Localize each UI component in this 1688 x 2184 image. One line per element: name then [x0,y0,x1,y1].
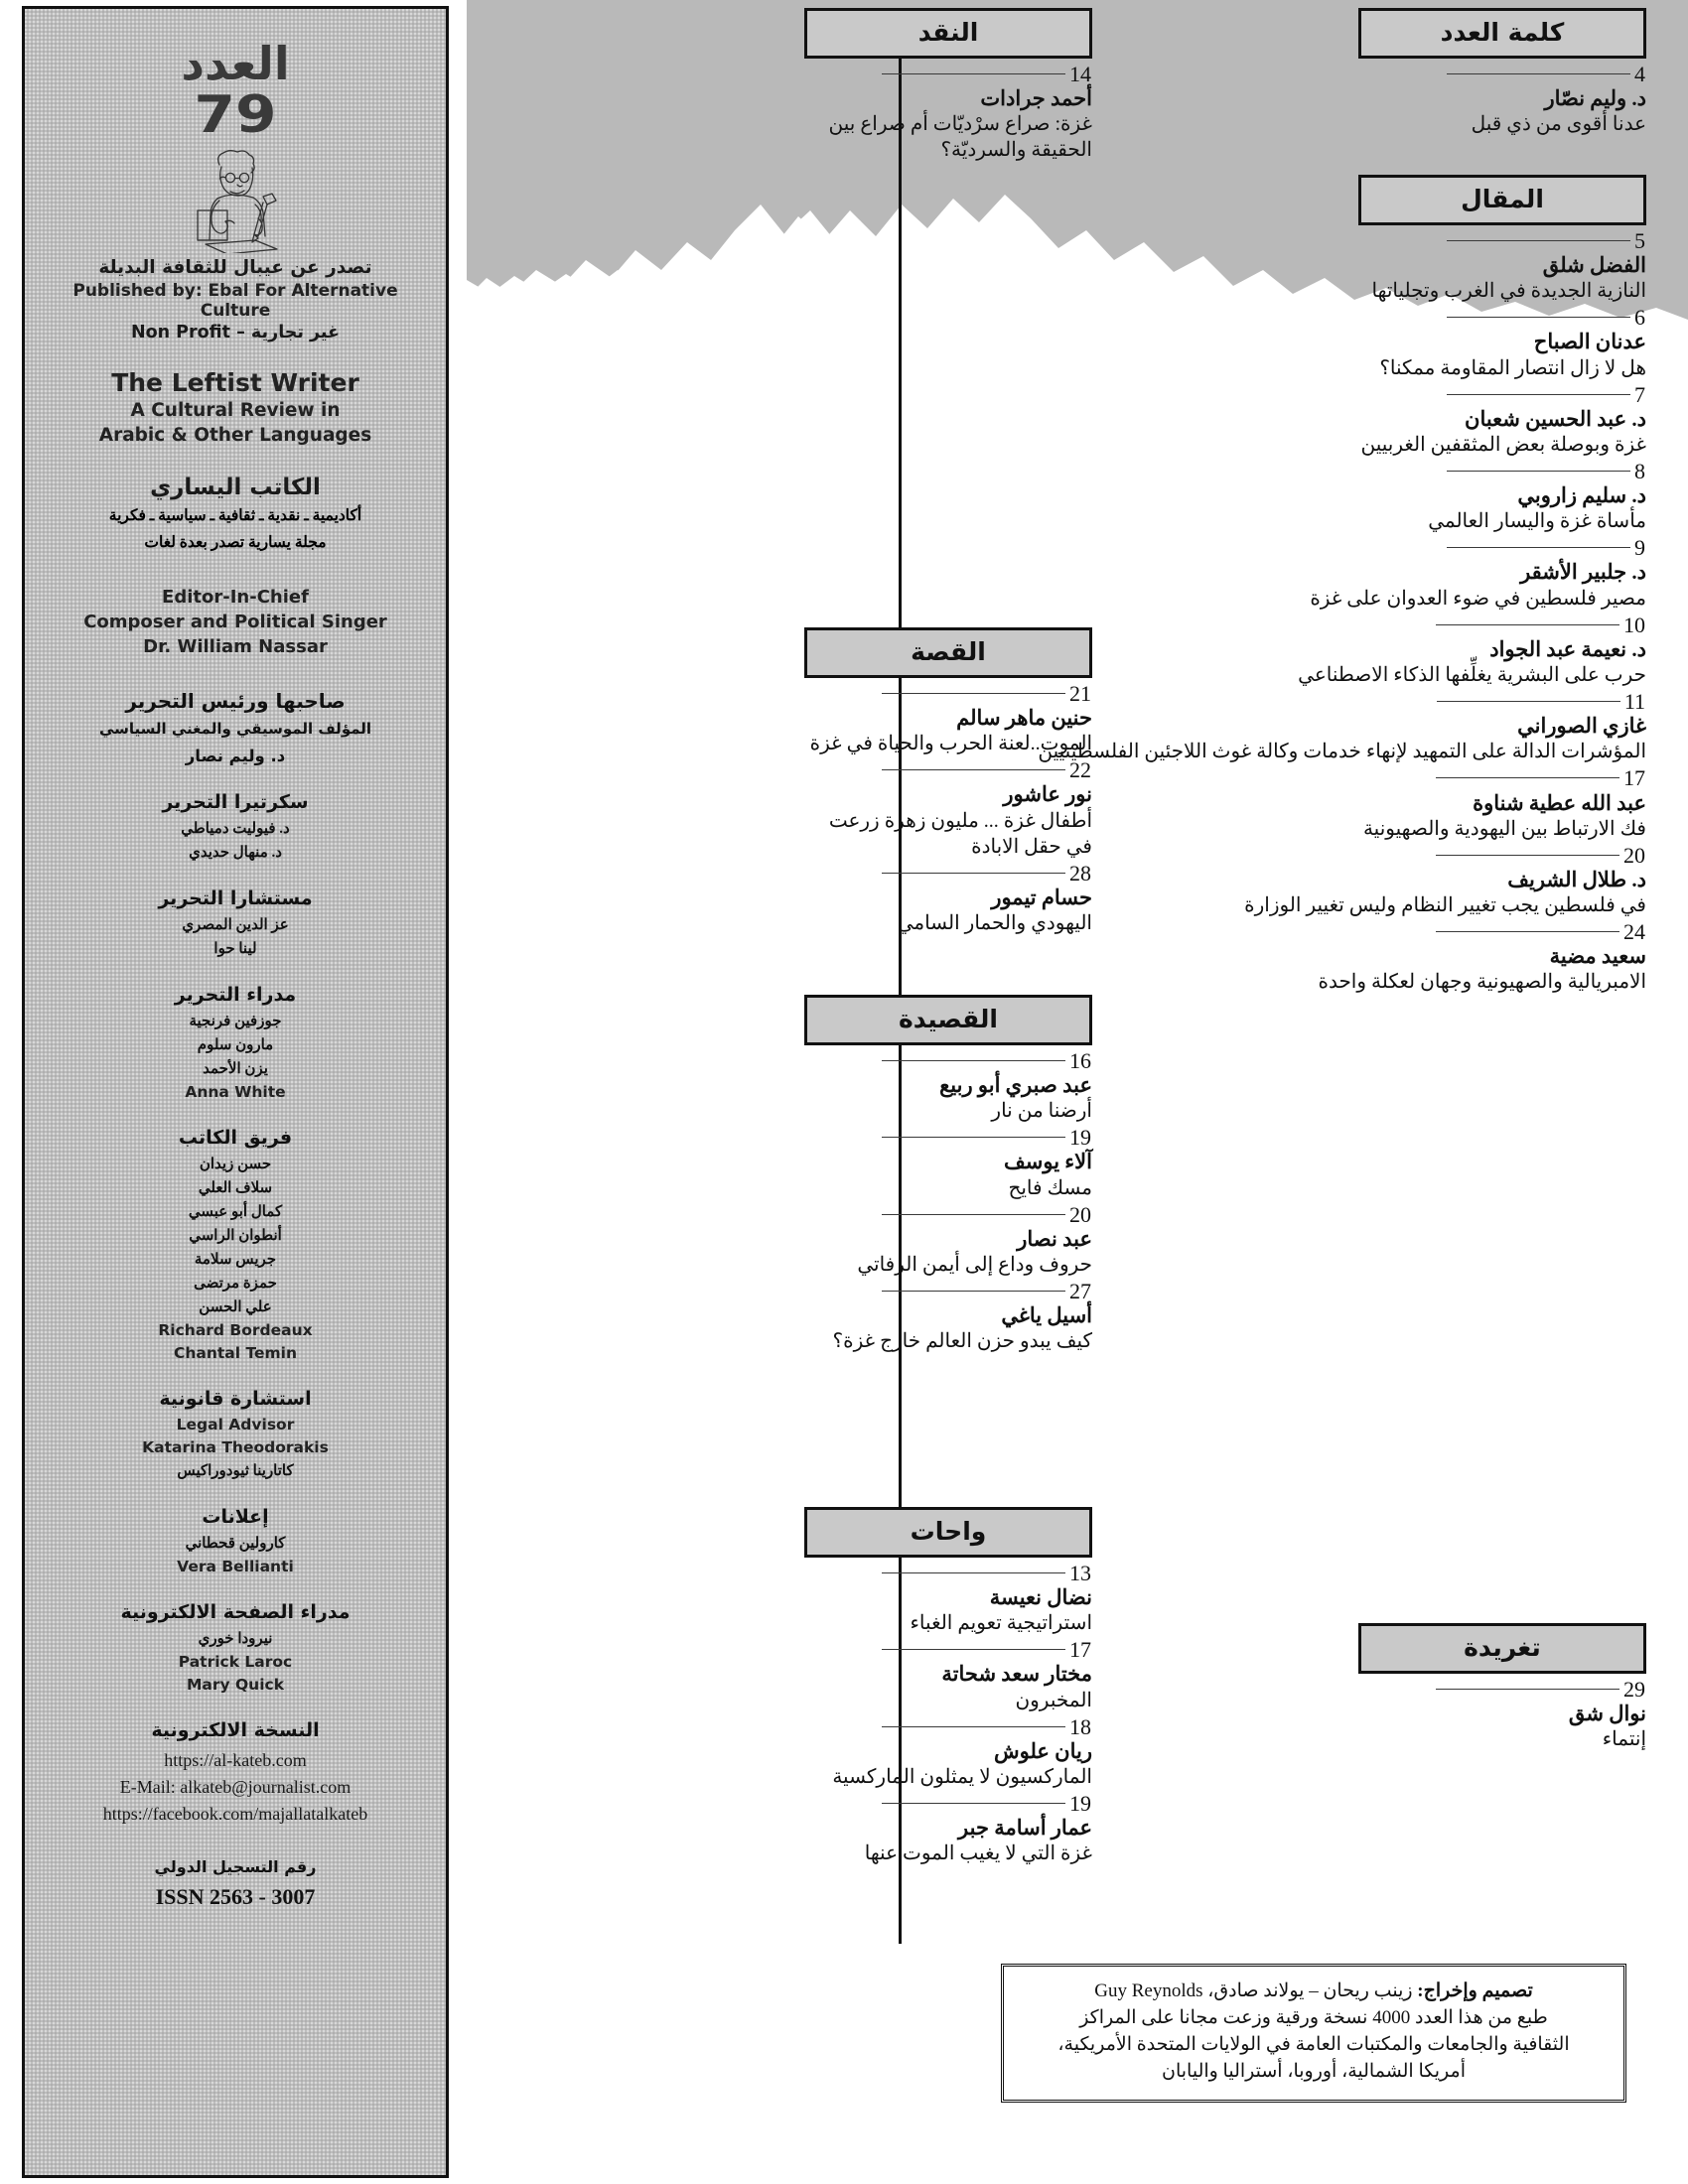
entry-rule-line [882,1726,1065,1727]
entry-title: الموت..لعنة الحرب والحياة في غزة [809,733,1092,755]
toc-section-taghrida [1358,1623,1646,1754]
entry-author: عبد صبري أبو ربيع [939,1073,1092,1098]
entry-rule-line [1447,317,1630,318]
entry-page-rule [892,460,1646,482]
staff-name: Richard Bordeaux [158,1321,313,1340]
staff-group-heading: إعلانات [202,1506,269,1529]
magazine-subtitle-arabic-2: مجلة يسارية تصدر بعدة لغات [144,534,327,552]
entry-author: عمار أسامة جبر [958,1816,1092,1841]
entry-title: المخبرون [1015,1689,1092,1711]
staff-name: مارون سلوم [197,1037,274,1054]
toc-entry[interactable] [804,1126,1092,1200]
entry-page-rule [804,63,1092,85]
entry-title: كيف يبدو حزن العالم خارج غزة؟ [832,1330,1092,1353]
magazine-title-arabic: الكاتب اليساري [150,474,321,500]
toc-entry[interactable] [804,1280,1092,1354]
entry-page-number: 10 [1623,612,1645,637]
entry-title: استراتيجية تعويم الغباء [910,1612,1092,1635]
toc-entry[interactable] [892,229,1646,304]
magazine-subtitle-english-2: Arabic & Other Languages [98,424,372,446]
entry-title: المؤشرات الدالة على التمهيد لإنهاء خدمات وكالة غوث اللاجئين الفلسطينيين [1038,741,1646,763]
entry-title: مسك فايح [1008,1176,1092,1199]
entry-author: غازي الصوراني [1517,714,1646,739]
credits-print-line-1: طبع من هذا العدد 4000 نسخة ورقية وزعت مجانا على المراكز [1079,2007,1548,2029]
entry-page-number: 20 [1069,1201,1091,1227]
entry-rule-line [1436,624,1619,625]
issue-number: 79 [194,85,277,145]
writer-illustration-icon [176,149,295,253]
credits-design-line [1020,1979,1608,2005]
entry-author: د. وليم نصّار [1544,86,1646,111]
staff-name: Anna White [185,1083,286,1102]
entry-rule-line [1436,777,1619,778]
entry-page-number: 17 [1069,1637,1091,1663]
entry-title: أرضنا من نار [991,1100,1092,1123]
owner-name-arabic: د. وليم نصار [185,747,286,766]
staff-name: سلاف العلي [198,1180,273,1197]
staff-name: Vera Bellianti [177,1558,294,1576]
staff-name: يزن الأحمد [203,1061,268,1078]
toc-entry[interactable] [804,862,1092,936]
entry-title: في فلسطين يجب تغيير النظام وليس تغيير الوزارة [1244,894,1646,917]
staff-name: لينا حوا [213,941,257,958]
toc-entry[interactable] [892,306,1646,380]
entry-author: أحمد جرادات [980,86,1092,111]
entry-author: عدنان الصباح [1533,330,1646,354]
toc-section-qissa [804,627,1092,938]
staff-name: د. منهال حديدي [189,845,282,862]
toc-entry[interactable] [804,1792,1092,1866]
toc-entry[interactable] [804,1049,1092,1124]
toc-section-wahat [804,1507,1092,1868]
toc-entry[interactable] [1358,1678,1646,1752]
entry-page-number: 28 [1069,860,1091,886]
masthead-sidebar [22,6,449,2178]
entry-page-rule [804,1280,1092,1302]
entry-author: أسيل ياغي [1001,1303,1092,1328]
entry-author: د. طلال الشريف [1507,867,1646,891]
entry-page-number: 20 [1623,842,1645,868]
entry-title: غزة: صراع سرْديّات أم صراع بين الحقيقة والسرديّة؟ [828,113,1092,162]
entry-rule-line [882,1803,1065,1804]
entry-page-number: 18 [1069,1713,1091,1739]
entry-rule-line [1436,931,1619,932]
toc-entry[interactable] [892,383,1646,458]
entry-title: أطفال غزة ... مليون زهرة زرعت في حقل الابادة [828,809,1092,858]
section-entries [804,1562,1092,1866]
entry-page-rule [804,682,1092,705]
staff-group [53,984,418,1101]
entry-author: مختار سعد شحاتة [941,1662,1092,1687]
entry-page-number: 8 [1634,459,1645,484]
staff-name: Katarina Theodorakis [142,1438,329,1457]
entry-rule-line [882,1060,1065,1061]
entry-page-rule [892,383,1646,406]
entry-author: حنين ماهر سالم [956,706,1092,731]
entry-title: حروف وداع إلى أيمن الرفاتي [857,1254,1092,1277]
email-address[interactable]: E-Mail: alkateb@journalist.com [119,1777,352,1798]
toc-section-qasida [804,995,1092,1356]
entry-author: د. سليم زاروبي [1517,483,1646,508]
entry-rule-line [882,1649,1065,1650]
entry-page-rule [804,862,1092,885]
entry-author: نضال نعيسة [989,1585,1092,1610]
website-url[interactable]: https://al-kateb.com [164,1750,307,1771]
section-title: كلمة العدد [1358,8,1646,59]
entry-rule-line [1436,855,1619,856]
staff-name: Patrick Laroc [178,1653,293,1672]
editor-role-secondary-label: Composer and Political Singer [83,611,387,632]
staff-name: جوزفين فرنجية [189,1014,282,1030]
entry-page-number: 19 [1069,1791,1091,1817]
toc-entry[interactable] [892,460,1646,534]
entry-page-number: 16 [1069,1048,1091,1073]
editor-in-chief-name: Dr. William Nassar [143,636,328,658]
entry-author: عبد الله عطية شناوة [1473,790,1646,815]
section-entries [804,1049,1092,1354]
entry-rule-line [882,1291,1065,1292]
toc-entry[interactable] [892,536,1646,611]
entry-page-number: 4 [1634,62,1645,86]
section-title: واحات [804,1507,1092,1558]
staff-name: Mary Quick [186,1676,285,1695]
entry-title: الماركسيون لا يمثلون الماركسية [832,1766,1092,1789]
entry-title: مأساة غزة واليسار العالمي [1428,510,1646,533]
non-profit-label: غير تجارية – Non Profit [130,322,341,342]
entry-author: عبد نصار [1017,1226,1092,1251]
toc-entry[interactable] [804,1715,1092,1790]
section-title: النقد [804,8,1092,59]
issn-label: رقم التسجيل الدولي [154,1857,317,1877]
entry-author: نوال شق [1568,1702,1646,1726]
owner-role-arabic: صاحبها ورئيس التحرير [125,689,346,714]
entry-rule-line [1447,547,1630,548]
staff-name: نيرودا خوري [198,1631,273,1648]
staff-name: جريس سلامة [194,1252,277,1269]
entry-title: الامبريالية والصهيونية وجهان لعكلة واحدة [1318,971,1646,994]
staff-group-heading: مدراء الصفحة الالكترونية [120,1601,351,1624]
section-entries [1358,63,1646,137]
toc-entry[interactable] [804,63,1092,163]
digital-edition-heading: النسخة الالكترونية [151,1719,320,1742]
entry-rule-line [882,873,1065,874]
staff-group [53,1601,418,1694]
entry-page-number: 9 [1634,535,1645,561]
entry-author: سعيد مضية [1549,944,1646,969]
entry-title: غزة التي لا يغيب الموت عنها [864,1843,1092,1865]
entry-author: د. عبد الحسين شعبان [1465,406,1646,431]
entry-page-rule [804,758,1092,781]
section-title: المقال [1358,175,1646,225]
staff-name: حمزة مرتضى [194,1276,277,1293]
entry-page-number: 11 [1623,689,1645,715]
staff-group-heading: مستشارا التحرير [158,887,313,910]
legal-advisor-label: Legal Advisor [176,1416,295,1434]
staff-name: د. فيوليت دمياطي [181,821,290,838]
entry-title: النازية الجديدة في الغرب وتجلياتها [1371,280,1646,303]
staff-group [53,887,418,958]
entry-title: إنتماء [1602,1728,1646,1751]
staff-group-heading: استشارة قانونية [159,1388,312,1411]
staff-group [53,1506,418,1575]
staff-group [53,1388,418,1480]
toc-entry[interactable] [804,1562,1092,1636]
issue-word-label: العدد [181,37,290,90]
staff-group-heading: سكرتيرا التحرير [162,791,309,814]
section-entries [804,682,1092,936]
entry-title: غزة وبوصلة بعض المثقفين الغربيين [1360,434,1646,457]
credits-print-line-3: أمريكا الشمالية، أوروبا، أستراليا واليابان [1162,2061,1466,2083]
print-credits-box [1001,1964,1626,2103]
staff-name: أنطوان الراسي [189,1228,282,1245]
entry-author: نور عاشور [1003,782,1092,807]
entry-page-number: 17 [1623,765,1645,791]
section-title: تغريدة [1358,1623,1646,1674]
entry-page-number: 24 [1623,919,1645,945]
entry-page-rule [1358,1678,1646,1701]
entry-page-number: 21 [1069,681,1091,706]
entry-page-rule [1358,63,1646,85]
entry-author: الفضل شلق [1542,253,1646,278]
entry-rule-line [882,1572,1065,1573]
entry-page-number: 5 [1634,228,1645,253]
entry-page-rule [804,1638,1092,1661]
publisher-arabic: تصدر عن عيبال للثقافة البديلة [98,256,372,278]
entry-page-number: 6 [1634,305,1645,331]
magazine-subtitle-english-1: A Cultural Review in [130,399,341,421]
credits-design-label: تصميم وإخراج: [1417,1980,1533,2002]
entry-page-rule [804,1562,1092,1584]
staff-group [53,791,418,862]
issn-value: ISSN 2563 - 3007 [155,1884,316,1910]
section-entries [1358,1678,1646,1752]
staff-name: Chantal Temin [173,1344,297,1363]
entry-title: هل لا زال انتصار المقاومة ممكنا؟ [1379,356,1646,379]
entry-rule-line [1447,73,1630,74]
staff-name: حسن زيدان [199,1157,272,1173]
staff-group [53,1127,418,1362]
facebook-url[interactable]: https://facebook.com/majallatalkateb [102,1804,368,1825]
credits-design-value: زينب ريحان – يولاند صادق، Guy Reynolds [1094,1980,1413,2002]
section-title: القصة [804,627,1092,678]
entry-rule-line [882,1214,1065,1215]
entry-title: مصير فلسطين في ضوء العدوان على غزة [1310,587,1646,610]
staff-group-heading: فريق الكاتب [178,1127,293,1150]
publisher-english: Published by: Ebal For Alternative Culture [72,280,398,321]
entry-title: حرب على البشرية يغلِّفها الذكاء الاصطناعي [1298,664,1646,687]
staff-name: كمال أبو عبسي [188,1204,283,1221]
editor-in-chief-label: Editor-In-Chief [162,586,309,608]
entry-rule-line [1447,471,1630,472]
entry-page-number: 27 [1069,1279,1091,1304]
staff-group-heading: مدراء التحرير [174,984,297,1007]
digital-edition-group [53,1719,418,1828]
entry-page-rule [804,1126,1092,1149]
toc-entry[interactable] [804,1203,1092,1278]
entry-page-rule [892,306,1646,329]
staff-name: علي الحسن [199,1299,272,1316]
entry-page-rule [804,1715,1092,1738]
entry-author: د. نعيمة عبد الجواد [1489,636,1646,661]
staff-name: كاتارينا ثيودوراكيس [177,1463,294,1480]
toc-entry[interactable] [1358,63,1646,137]
entry-rule-line [882,769,1065,770]
entry-author: د. جلبير الأشقر [1520,560,1646,585]
entry-title: عدنا أقوى من ذي قبل [1471,113,1646,136]
entry-rule-line [1447,394,1630,395]
entry-page-rule [804,1049,1092,1072]
entry-rule-line [1437,701,1620,702]
entry-author: آلاء يوسف [1004,1150,1092,1174]
entry-page-number: 13 [1069,1561,1091,1585]
credits-print-line-2: الثقافية والجامعات والمكتبات العامة في الولايات المتحدة الأمريكية، [1057,2034,1570,2056]
staff-name: كارولين قحطاني [185,1536,286,1553]
entry-page-number: 29 [1623,1677,1645,1702]
magazine-subtitle-arabic-1: أكاديمية ـ نقدية ـ ثقافية ـ سياسية ـ فكرية [108,506,362,524]
toc-entry[interactable] [804,682,1092,756]
entry-page-rule [892,536,1646,559]
entry-author: ريان علوش [993,1738,1092,1763]
entry-rule-line [882,73,1065,74]
entry-title: اليهودي والحمار السامي [897,912,1092,935]
magazine-title-english: The Leftist Writer [111,367,359,397]
toc-section-naqd [804,8,1092,165]
section-entries [804,63,1092,163]
owner-subtitle-arabic: المؤلف الموسيقي والمغني السياسي [98,720,372,739]
toc-entry[interactable] [804,1638,1092,1712]
entry-page-number: 14 [1069,62,1091,86]
entry-title: فك الارتباط بين اليهودية والصهيونية [1362,817,1646,840]
entry-page-number: 22 [1069,757,1091,783]
entry-page-rule [804,1792,1092,1815]
entry-rule-line [1436,1689,1619,1690]
entry-page-number: 7 [1634,381,1645,407]
entry-rule-line [1447,240,1630,241]
toc-section-kalimat-aladad [1358,8,1646,139]
entry-page-rule [804,1203,1092,1226]
section-title: القصيدة [804,995,1092,1045]
entry-page-number: 19 [1069,1125,1091,1151]
entry-rule-line [882,1137,1065,1138]
entry-author: حسام تيمور [991,885,1092,909]
entry-rule-line [882,693,1065,694]
entry-page-rule [892,229,1646,252]
staff-name: عز الدين المصري [182,917,289,934]
toc-entry[interactable] [804,758,1092,859]
